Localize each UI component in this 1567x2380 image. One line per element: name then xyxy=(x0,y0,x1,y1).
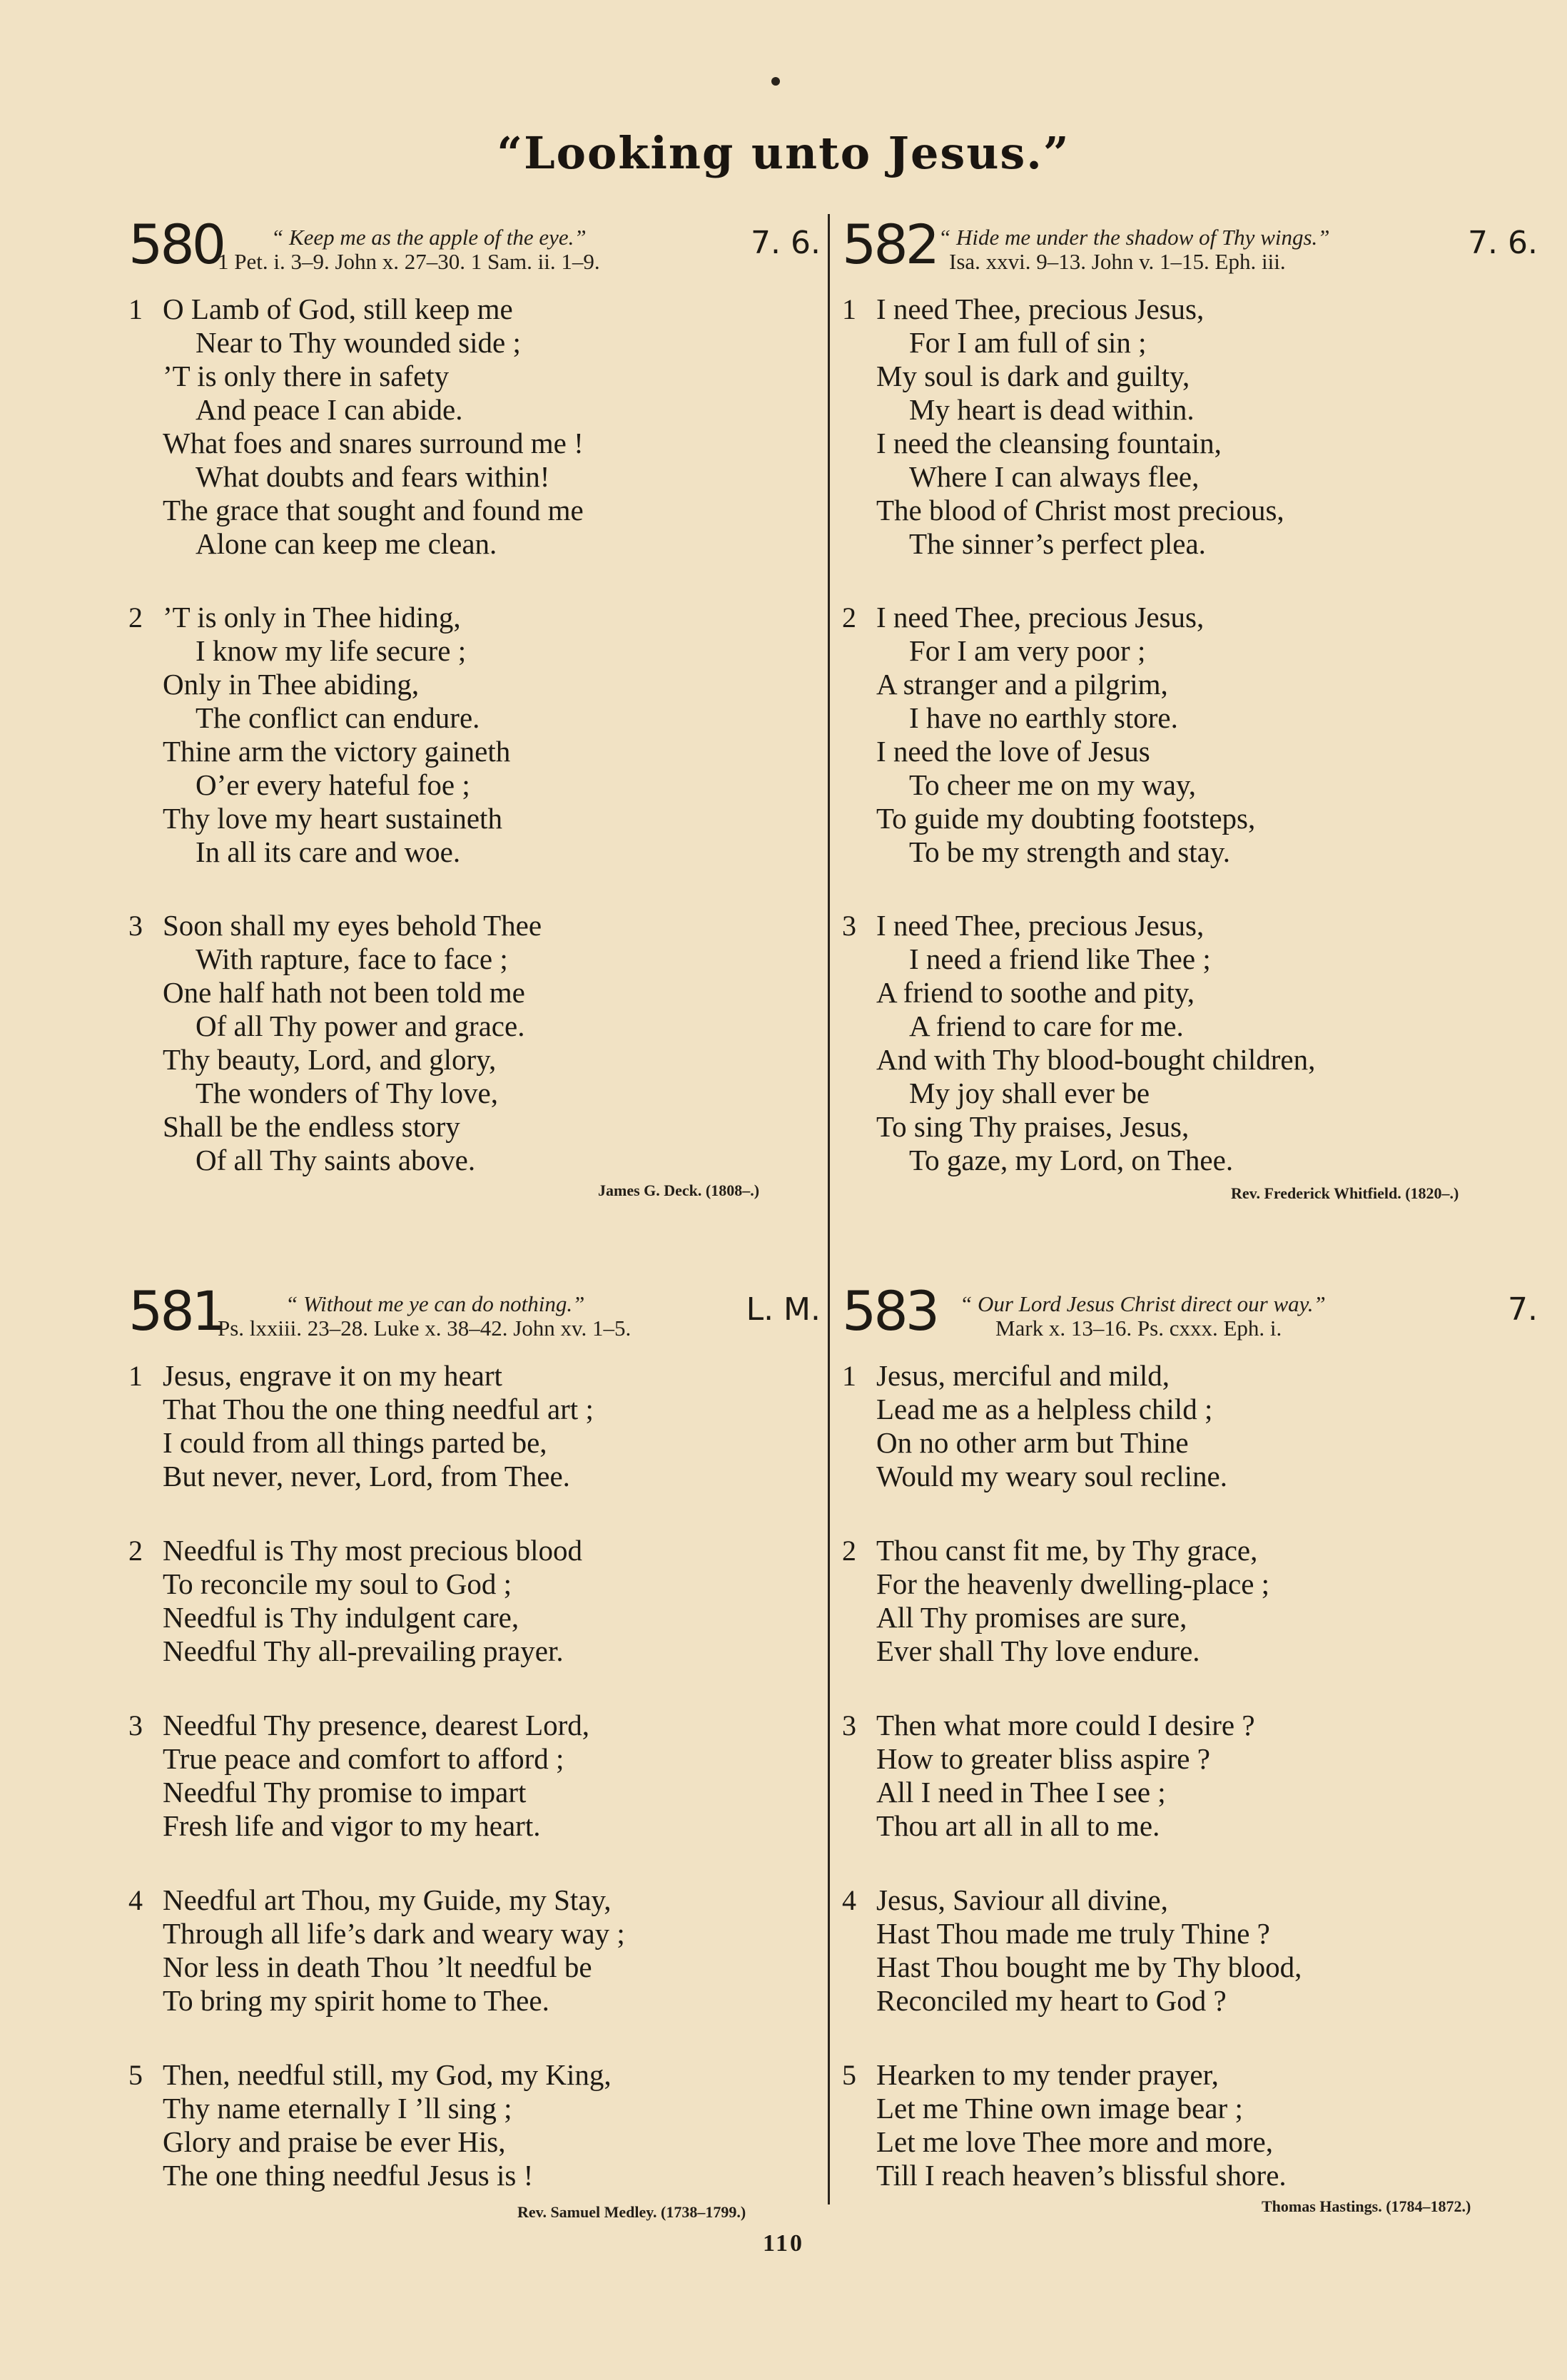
verse-line: Alone can keep me clean. xyxy=(196,527,497,560)
verse-line: I need a friend like Thee ; xyxy=(909,942,1211,975)
verse-line: Needful is Thy indulgent care, xyxy=(163,1601,519,1634)
hymn-scripture-refs: Mark x. 13–16. Ps. cxxx. Eph. i. xyxy=(995,1316,1282,1341)
verse-line: Only in Thee abiding, xyxy=(163,668,420,701)
stanza-number: 5 xyxy=(842,2059,856,2091)
verse-line: I could from all things parted be, xyxy=(163,1426,547,1459)
verse-line: To bring my spirit home to Thee. xyxy=(163,1984,549,2017)
page-title: “Looking unto Jesus.” xyxy=(497,127,1070,179)
hymn-author: Rev. Samuel Medley. (1738–1799.) xyxy=(517,2203,746,2221)
hymn-header xyxy=(128,213,821,293)
verse-line: Needful Thy promise to impart xyxy=(163,1776,527,1809)
verse-line: Then what more could I desire ? xyxy=(876,1709,1255,1741)
verse-line: Ever shall Thy love endure. xyxy=(876,1634,1200,1667)
verse-line: Till I reach heaven’s blissful shore. xyxy=(876,2159,1287,2192)
verse-line: O Lamb of God, still keep me xyxy=(163,293,513,325)
verse-line: The one thing needful Jesus is ! xyxy=(163,2159,534,2192)
stanza-number: 4 xyxy=(842,1884,856,1916)
verse-line: I need Thee, precious Jesus, xyxy=(876,293,1205,325)
hymn-scripture-refs: 1 Pet. i. 3–9. John x. 27–30. 1 Sam. ii. 1–9. xyxy=(218,249,600,274)
stanza-number: 2 xyxy=(842,1535,856,1567)
verse-line: To be my strength and stay. xyxy=(909,835,1230,868)
verse-line: True peace and comfort to afford ; xyxy=(163,1742,564,1775)
stanza xyxy=(842,601,1538,869)
verse-line: To cheer me on my way, xyxy=(909,768,1197,801)
verse-line: For I am full of sin ; xyxy=(909,326,1147,359)
hymn-meter: 7. 6. xyxy=(1468,225,1538,261)
stanza-number: 3 xyxy=(128,1709,143,1741)
hymn-author: James G. Deck. (1808–.) xyxy=(598,1181,760,1199)
hymn-motto: “ Hide me under the shadow of Thy wings.” xyxy=(938,225,1330,250)
stanza-number: 3 xyxy=(842,910,856,942)
stanza-number: 2 xyxy=(128,1535,143,1567)
stanza-number: 3 xyxy=(128,910,143,942)
stanza-number: 3 xyxy=(842,1709,856,1741)
verse-line: Soon shall my eyes behold Thee xyxy=(163,909,542,942)
hymn-580 xyxy=(128,213,821,1177)
stanza xyxy=(128,909,821,1177)
verse-line: Needful Thy all-prevailing prayer. xyxy=(163,1634,564,1667)
hymn-header xyxy=(842,1279,1538,1359)
verse-line: Where I can always flee, xyxy=(909,460,1200,493)
verse-line: What foes and snares surround me ! xyxy=(163,427,584,459)
stanza-number: 1 xyxy=(842,1360,856,1392)
verse-line: But never, never, Lord, from Thee. xyxy=(163,1460,570,1492)
verse-line: To reconcile my soul to God ; xyxy=(163,1567,512,1600)
verse-line: A friend to soothe and pity, xyxy=(876,976,1195,1009)
verse-line: My heart is dead within. xyxy=(909,393,1195,426)
column-divider xyxy=(828,214,830,2204)
verse-line: Needful art Thou, my Guide, my Stay, xyxy=(163,1883,612,1916)
verse-line: In all its care and woe. xyxy=(196,835,461,868)
verse-line: I need Thee, precious Jesus, xyxy=(876,601,1205,634)
hymn-number: 580 xyxy=(128,213,224,276)
verse-line: All Thy promises are sure, xyxy=(876,1601,1187,1634)
hymn-582 xyxy=(842,213,1538,1177)
hymn-motto: “ Our Lord Jesus Christ direct our way.” xyxy=(960,1291,1326,1316)
stanza-number: 2 xyxy=(842,601,856,634)
ornament-dot xyxy=(771,77,780,86)
hymn-number: 583 xyxy=(842,1279,938,1343)
verse-line: For the heavenly dwelling-place ; xyxy=(876,1567,1270,1600)
verse-line: Jesus, engrave it on my heart xyxy=(163,1359,502,1392)
verse-line: All I need in Thee I see ; xyxy=(876,1776,1166,1809)
stanza xyxy=(128,601,821,869)
verse-line: Thy name eternally I ’ll sing ; xyxy=(163,2092,512,2125)
verse-line: Then, needful still, my God, my King, xyxy=(163,2058,612,2091)
hymn-header xyxy=(842,213,1538,293)
verse-line: The wonders of Thy love, xyxy=(196,1077,498,1109)
stanza-number: 1 xyxy=(842,293,856,325)
verse-line: A stranger and a pilgrim, xyxy=(876,668,1168,701)
verse-line: And peace I can abide. xyxy=(196,393,463,426)
verse-line: Thine arm the victory gaineth xyxy=(163,735,511,768)
verse-line: The conflict can endure. xyxy=(196,701,480,734)
verse-line: I have no earthly store. xyxy=(909,701,1178,734)
verse-line: Thou art all in all to me. xyxy=(876,1809,1160,1842)
verse-line: ’T is only there in safety xyxy=(163,360,450,392)
verse-line: Thy love my heart sustaineth xyxy=(163,802,502,835)
stanza xyxy=(128,1883,821,2018)
page-number: 110 xyxy=(762,2230,805,2257)
verse-line: Glory and praise be ever His, xyxy=(163,2125,506,2158)
hymn-scripture-refs: Ps. lxxiii. 23–28. Luke x. 38–42. John xv. 1–5. xyxy=(218,1316,632,1341)
stanza xyxy=(842,2058,1538,2192)
verse-line: My joy shall ever be xyxy=(909,1077,1150,1109)
hymn-581 xyxy=(128,1279,821,2192)
hymn-meter: 7. xyxy=(1508,1291,1538,1328)
verse-line: Lead me as a helpless child ; xyxy=(876,1393,1213,1425)
verse-line: How to greater bliss aspire ? xyxy=(876,1742,1210,1775)
hymn-motto: “ Without me ye can do nothing.” xyxy=(285,1291,585,1316)
verse-line: The sinner’s perfect plea. xyxy=(909,527,1206,560)
verse-line: O’er every hateful foe ; xyxy=(196,768,470,801)
verse-line: I need Thee, precious Jesus, xyxy=(876,909,1205,942)
stanza xyxy=(842,1534,1538,1668)
verse-line: To gaze, my Lord, on Thee. xyxy=(909,1144,1234,1176)
verse-line: Fresh life and vigor to my heart. xyxy=(163,1809,541,1842)
hymn-meter: 7. 6. xyxy=(751,225,821,261)
verse-line: Hast Thou made me truly Thine ? xyxy=(876,1917,1270,1950)
hymn-author: Thomas Hastings. (1784–1872.) xyxy=(1262,2197,1471,2215)
stanza-number: 4 xyxy=(128,1884,143,1916)
verse-line: Hearken to my tender prayer, xyxy=(876,2058,1219,2091)
hymn-583 xyxy=(842,1279,1538,2192)
verse-line: I need the cleansing fountain, xyxy=(876,427,1222,459)
hymn-meter: L. M. xyxy=(746,1291,821,1328)
verse-line: Nor less in death Thou ’lt needful be xyxy=(163,1951,592,1983)
verse-line: Of all Thy power and grace. xyxy=(196,1010,525,1042)
verse-line: To sing Thy praises, Jesus, xyxy=(876,1110,1190,1143)
stanza-number: 1 xyxy=(128,1360,143,1392)
verse-line: Shall be the endless story xyxy=(163,1110,460,1143)
verse-line: That Thou the one thing needful art ; xyxy=(163,1393,594,1425)
stanza-number: 2 xyxy=(128,601,143,634)
verse-line: The grace that sought and found me xyxy=(163,494,584,527)
stanza xyxy=(842,1883,1538,2018)
stanza xyxy=(128,1709,821,1843)
verse-line: Let me Thine own image bear ; xyxy=(876,2092,1243,2125)
verse-line: For I am very poor ; xyxy=(909,634,1146,667)
verse-line: To guide my doubting footsteps, xyxy=(876,802,1256,835)
verse-line: Needful is Thy most precious blood xyxy=(163,1534,582,1567)
verse-line: I know my life secure ; xyxy=(196,634,467,667)
verse-line: Would my weary soul recline. xyxy=(876,1460,1227,1492)
verse-line: Near to Thy wounded side ; xyxy=(196,326,521,359)
hymn-number: 582 xyxy=(842,213,938,276)
verse-line: One half hath not been told me xyxy=(163,976,525,1009)
verse-line: Thou canst fit me, by Thy grace, xyxy=(876,1534,1258,1567)
verse-line: Needful Thy presence, dearest Lord, xyxy=(163,1709,590,1741)
stanza xyxy=(842,1709,1538,1843)
hymn-scripture-refs: Isa. xxvi. 9–13. John v. 1–15. Eph. iii. xyxy=(949,249,1286,274)
stanza-number: 1 xyxy=(128,293,143,325)
stanza xyxy=(842,293,1538,561)
verse-line: Jesus, merciful and mild, xyxy=(876,1359,1170,1392)
verse-line: With rapture, face to face ; xyxy=(196,942,508,975)
stanza xyxy=(128,293,821,561)
verse-line: Thy beauty, Lord, and glory, xyxy=(163,1043,497,1076)
verse-line: Let me love Thee more and more, xyxy=(876,2125,1273,2158)
stanza xyxy=(128,1534,821,1668)
verse-line: Of all Thy saints above. xyxy=(196,1144,476,1176)
verse-line: And with Thy blood-bought children, xyxy=(876,1043,1316,1076)
verse-line: Jesus, Saviour all divine, xyxy=(876,1883,1168,1916)
verse-line: Reconciled my heart to God ? xyxy=(876,1984,1227,2017)
verse-line: ’T is only in Thee hiding, xyxy=(163,601,461,634)
stanza xyxy=(842,909,1538,1177)
verse-line: Through all life’s dark and weary way ; xyxy=(163,1917,625,1950)
verse-line: My soul is dark and guilty, xyxy=(876,360,1190,392)
verse-line: The blood of Christ most precious, xyxy=(876,494,1284,527)
hymn-number: 581 xyxy=(128,1279,224,1343)
verse-line: What doubts and fears within! xyxy=(196,460,550,493)
hymn-motto: “ Keep me as the apple of the eye.” xyxy=(271,225,587,250)
hymn-header xyxy=(128,1279,821,1359)
verse-line: A friend to care for me. xyxy=(909,1010,1184,1042)
verse-line: I need the love of Jesus xyxy=(876,735,1150,768)
stanza xyxy=(842,1359,1538,1493)
hymn-author: Rev. Frederick Whitfield. (1820–.) xyxy=(1231,1184,1459,1202)
stanza xyxy=(128,2058,821,2192)
verse-line: Hast Thou bought me by Thy blood, xyxy=(876,1951,1302,1983)
verse-line: On no other arm but Thine xyxy=(876,1426,1189,1459)
stanza xyxy=(128,1359,821,1493)
stanza-number: 5 xyxy=(128,2059,143,2091)
